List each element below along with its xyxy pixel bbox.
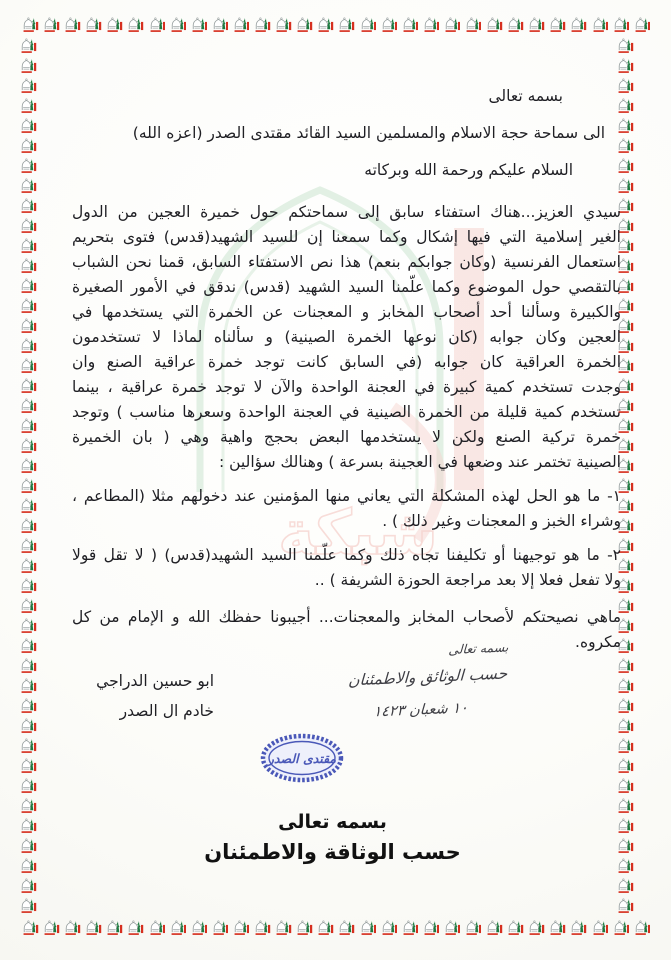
mosque-cedar-flag-icon [634, 919, 651, 938]
mosque-cedar-flag-icon [20, 417, 37, 436]
mosque-cedar-flag-icon [149, 16, 166, 35]
letter-content [72, 80, 621, 960]
mosque-cedar-flag-icon [20, 77, 37, 96]
mosque-cedar-flag-icon [617, 57, 634, 76]
mosque-cedar-flag-icon [360, 16, 377, 35]
mosque-cedar-flag-icon [20, 357, 37, 376]
mosque-cedar-flag-icon [20, 657, 37, 676]
mosque-cedar-flag-icon [43, 16, 60, 35]
mosque-cedar-flag-icon [20, 277, 37, 296]
mosque-cedar-flag-icon [338, 16, 355, 35]
endorsement-block [72, 810, 593, 865]
handwritten-date: ١٠ شعبان ١٤٢٣ [372, 700, 469, 721]
mosque-cedar-flag-icon [170, 16, 187, 35]
basmala-line: بسمه تعالى [488, 87, 563, 105]
mosque-cedar-flag-icon [592, 16, 609, 35]
mosque-cedar-flag-icon [20, 157, 37, 176]
mosque-cedar-flag-icon [20, 517, 37, 536]
endorsement-note: حسب الوثاقة والاطمئنان [204, 840, 461, 864]
mosque-cedar-flag-icon [549, 16, 566, 35]
mosque-cedar-flag-icon [486, 16, 503, 35]
mosque-cedar-flag-icon [20, 577, 37, 596]
closing-line: ماهي نصيحتكم لأصحاب المخابز والمعجنات... أجيبونا حفظك الله و الإمام من كل [72, 608, 621, 626]
official-seal [260, 732, 344, 792]
mosque-cedar-flag-icon [20, 797, 37, 816]
mosque-cedar-flag-icon [275, 16, 292, 35]
mosque-cedar-flag-icon [22, 919, 39, 938]
mosque-cedar-flag-icon [507, 16, 524, 35]
mosque-cedar-flag-icon [20, 457, 37, 476]
mosque-cedar-flag-icon [20, 477, 37, 496]
mosque-cedar-flag-icon [20, 717, 37, 736]
salutation-line: السلام عليكم ورحمة الله وبركاته [364, 161, 573, 179]
sender-name: ابو حسين الدراجي [96, 672, 214, 690]
question-2 [72, 543, 621, 593]
mosque-cedar-flag-icon [20, 117, 37, 136]
closing-line: مكروه. [575, 633, 621, 651]
mosque-cedar-flag-icon [20, 617, 37, 636]
mosque-cedar-flag-icon [20, 677, 37, 696]
question-1 [72, 484, 621, 534]
body-line: تستخدم كمية قليلة من الخمرة الصينية في العجنة الواحدة وسعرها مناسب ) وتوجد [72, 403, 621, 421]
mosque-cedar-flag-icon [20, 297, 37, 316]
mosque-cedar-flag-icon [20, 397, 37, 416]
seal-icon [260, 732, 344, 784]
mosque-cedar-flag-icon [381, 16, 398, 35]
body-line: بالتقصي حول الموضوع وكما علّمنا السيد الشهيد (قدس) ندقق في الأمور الصغيرة [72, 278, 621, 296]
letter-body [72, 200, 621, 475]
mosque-cedar-flag-icon [296, 16, 313, 35]
mosque-cedar-flag-icon [617, 37, 634, 56]
mosque-cedar-flag-icon [20, 777, 37, 796]
mosque-cedar-flag-icon [20, 97, 37, 116]
mosque-cedar-flag-icon [20, 557, 37, 576]
mosque-cedar-flag-icon [20, 597, 37, 616]
handwritten-note: حسب الوثائق والاطمئنان [347, 664, 508, 690]
endorsement-basmala: بسمه تعالى [278, 811, 387, 833]
mosque-cedar-flag-icon [20, 57, 37, 76]
sender-title: خادم ال الصدر [119, 702, 214, 720]
mosque-cedar-flag-icon [233, 16, 250, 35]
mosque-cedar-flag-icon [20, 137, 37, 156]
mosque-cedar-flag-icon [20, 237, 37, 256]
body-line: الخمرة العراقية كان جوابه (في السابق كانت توجد خمرة عراقية الصنع وان [72, 353, 621, 371]
mosque-cedar-flag-icon [20, 497, 37, 516]
mosque-cedar-flag-icon [20, 837, 37, 856]
mosque-cedar-flag-icon [465, 16, 482, 35]
mosque-cedar-flag-icon [20, 317, 37, 336]
body-line: الغير إسلامية التي فيها إشكال وكما سمعنا إن للسيد الشهيد(قدس) فتوى بتحريم [72, 228, 621, 246]
mosque-cedar-flag-icon [20, 257, 37, 276]
seal-text: مقتدى الصدر [267, 751, 337, 766]
body-line: وجدت تستخدم كمية كبيرة في العجنة الواحدة والآن لا توجد خمرة عراقية ، بينما [72, 378, 621, 396]
mosque-cedar-flag-icon [20, 537, 37, 556]
mosque-cedar-flag-icon [191, 16, 208, 35]
mosque-cedar-flag-icon [613, 16, 630, 35]
body-line: استعمال الفرنسية (وكان جوابكم بنعم) هذا نص الاستفتاء السابق، قمنا نحن الشباب [72, 253, 621, 271]
mosque-cedar-flag-icon [444, 16, 461, 35]
mosque-cedar-flag-icon [212, 16, 229, 35]
addressee-line: الى سماحة حجة الاسلام والمسلمين السيد القائد مقتدى الصدر (اعزه الله) [132, 124, 605, 142]
mosque-cedar-flag-icon [20, 177, 37, 196]
mosque-cedar-flag-icon [254, 16, 271, 35]
mosque-cedar-flag-icon [528, 16, 545, 35]
mosque-cedar-flag-icon [20, 697, 37, 716]
closing-request [72, 605, 621, 655]
body-line: خمرة تركية الصنع ولكن لا يستخدمها البعض بحجج واهية وهي ( بان الخميرة [72, 428, 621, 446]
sender-block [92, 666, 214, 726]
mosque-cedar-flag-icon [20, 37, 37, 56]
body-line: والكبيرة وسألنا أحد أصحاب المخابز و المعجنات عن الخمرة التي يستخدمها في [72, 303, 621, 321]
mosque-cedar-flag-icon [20, 217, 37, 236]
mosque-cedar-flag-icon [85, 16, 102, 35]
mosque-cedar-flag-icon [20, 877, 37, 896]
mosque-cedar-flag-icon [20, 197, 37, 216]
body-line: العجين وكان جوابه (كان نوعها الخمرة الصينية) و سألناه لماذا لا تستخدمون [72, 328, 621, 346]
body-line: الصينية تختمر عند وضعها في العجينة بسرعة ) وهنالك سؤالين : [218, 453, 621, 471]
question-line: ٢- ما هو توجيهنا أو تكليفنا تجاه ذلك وكما علّمنا السيد الشهيد(قدس) ( لا تقل قولا [72, 546, 621, 564]
mosque-cedar-flag-icon [570, 16, 587, 35]
mosque-cedar-flag-icon [20, 337, 37, 356]
mosque-cedar-flag-icon [20, 737, 37, 756]
mosque-cedar-flag-icon [22, 16, 39, 35]
mosque-cedar-flag-icon [634, 16, 651, 35]
question-line: وشراء الخبز و المعجنات وغير ذلك ) . [382, 512, 621, 530]
mosque-cedar-flag-icon [20, 897, 37, 916]
mosque-cedar-flag-icon [64, 16, 81, 35]
mosque-cedar-flag-icon [20, 437, 37, 456]
border-top [22, 16, 654, 36]
mosque-cedar-flag-icon [20, 377, 37, 396]
border-left [20, 37, 38, 917]
mosque-cedar-flag-icon [20, 857, 37, 876]
mosque-cedar-flag-icon [127, 16, 144, 35]
mosque-cedar-flag-icon [423, 16, 440, 35]
handwritten-basmala: بسمه تعالى [447, 639, 509, 658]
question-line: ١- ما هو الحل لهذه المشكلة التي يعاني منها المؤمنين عند دخولهم مثلا (المطاعم ، [72, 487, 621, 505]
handwritten-annotation [346, 634, 509, 726]
mosque-cedar-flag-icon [317, 16, 334, 35]
mosque-cedar-flag-icon [106, 16, 123, 35]
mosque-cedar-flag-icon [20, 757, 37, 776]
watermark-text: شبكة [278, 496, 438, 569]
question-line: ولا تفعل فعلا إلا بعد مراجعة الحوزة الشريفة ) .. [314, 571, 621, 589]
mosque-cedar-flag-icon [43, 919, 60, 938]
mosque-cedar-flag-icon [402, 16, 419, 35]
body-line: سيدي العزيز...هناك استفتاء سابق إلى سماحتكم حول خميرة العجين من الدول [72, 203, 621, 221]
mosque-cedar-flag-icon [20, 817, 37, 836]
mosque-cedar-flag-icon [20, 637, 37, 656]
